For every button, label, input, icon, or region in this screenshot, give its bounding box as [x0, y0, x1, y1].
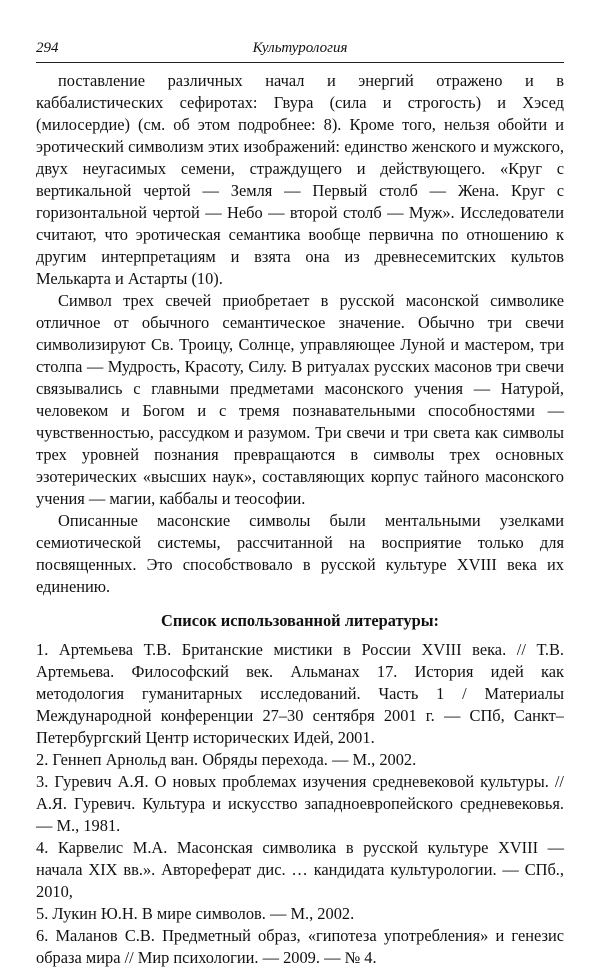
reference-item: 1. Артемьева Т.В. Британские мистики в России XVIII века. // Т.В. Артемьева. Философский век. Альманах 17. История идей как методология гуманитарных исследований. Часть 1 / Материалы Международной конференции 27–30 сентября 2001 г. — СПб, Санкт–Петербургский Центр исторических Идей, 2001.	[36, 640, 564, 747]
page-body	[36, 70, 564, 969]
reference-item: 2. Геннеп Арнольд ван. Обряды перехода. — М., 2002.	[36, 750, 417, 769]
reference-item: 5. Лукин Ю.Н. В мире символов. — М., 2002.	[36, 904, 355, 923]
paragraph: Описанные масонские символы были ментальными узелками семиотической системы, рассчитанной на восприятие только для посвященных. Это способствовало в русской культуре XVIII века их единению.	[36, 511, 564, 596]
paragraph: Символ трех свечей приобретает в русской масонской символике отличное от обычного семантическое значение. Обычно три свечи символизируют Св. Троицу, Солнце, управляющее Луной и мастером, три столпа — Мудрость, Красоту, Силу. В ритуалах русских масонов три свечи связывались с главными предметами масонского учения — Натурой, человеком и Богом и с тремя познавательными способностями — чувственностью, рассудком и разумом. Три свечи и три света как символы трех уровней познания превращаются в символы трех основных эзотерических «высших наук», составляющих корпус тайного масонского учения — магии, каббалы и теософии.	[36, 291, 564, 508]
references-heading: Список использованной литературы:	[161, 611, 439, 630]
reference-item: 3. Гуревич А.Я. О новых проблемах изучения средневековой культуры. // А.Я. Гуревич. Культура и искусство западноевропейского средневековья. — М., 1981.	[36, 772, 564, 835]
running-title: Культурология	[252, 40, 348, 56]
page-number: 294	[36, 40, 59, 56]
references-list	[36, 639, 564, 969]
running-header	[36, 38, 564, 63]
reference-item: 4. Карвелис М.А. Масонская символика в русской культуре XVIII — начала XIX вв.». Автореферат дис. … кандидата культурологии. — СПб., 2010,	[36, 838, 564, 901]
paragraph: поставление различных начал и энергий отражено и в каббалистических сефиротах: Гвура (сила и строгость) и Хэсед (милосердие) (см. об этом подробнее: 8). Кроме того, нельзя обойти и эротический символизм этих изображений: единство женского и мужского, двух неугасимых семени, страждущего и действующего. «Круг с вертикальной чертой — Земля — Первый столб — Жена. Круг с горизонтальной чертой — Небо — второй столб — Муж». Исследователи считают, что эротическая семантика вообще первична по отношению к другим интерпретациям и взята она из древнесемитских культов Мелькарта и Астарты (10).	[36, 71, 564, 288]
reference-item: 6. Маланов С.В. Предметный образ, «гипотеза употребления» и генезис образа мира // Мир психологии. — 2009. — № 4.	[36, 926, 564, 967]
